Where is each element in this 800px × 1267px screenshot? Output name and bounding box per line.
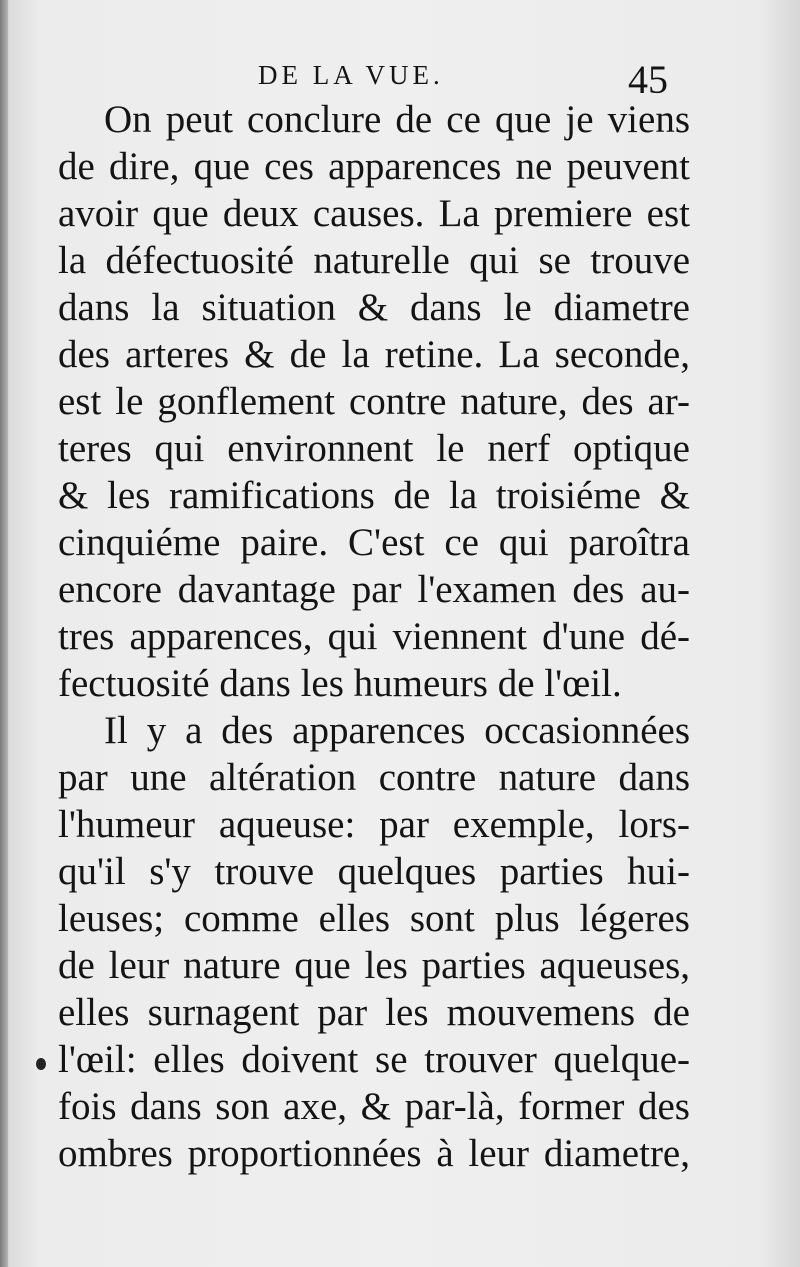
page-gutter-shadow <box>0 0 8 1267</box>
text-line: de leur nature que les parties aqueuses, <box>58 944 690 987</box>
text-line: avoir que deux causes. La premiere est <box>58 192 690 235</box>
page-number: 45 <box>628 57 668 102</box>
body-text <box>58 96 690 1177</box>
text-line: la défectuosité naturelle qui se trouve <box>58 239 690 282</box>
running-title: DE LA VUE. <box>258 60 444 90</box>
text-line: fois dans son axe, & par-là, former des <box>58 1085 690 1128</box>
text-line: On peut conclure de ce que je viens <box>104 98 690 141</box>
text-line: cinquiéme paire. C'est ce qui paroîtra <box>58 521 690 564</box>
ink-speck <box>36 1058 46 1070</box>
text-line: elles surnagent par les mouvemens de <box>58 991 690 1034</box>
text-line: tres apparences, qui viennent d'une dé- <box>58 615 690 658</box>
text-line: l'œil: elles doivent se trouver quelque- <box>58 1038 690 1081</box>
text-line: par une altération contre nature dans <box>58 756 690 799</box>
text-line: leuses; comme elles sont plus légeres <box>58 897 690 940</box>
text-line: fectuosité dans les humeurs de l'œil. <box>58 662 622 705</box>
text-line: est le gonflement contre nature, des ar- <box>58 380 690 423</box>
text-line: ombres proportionnées à leur diametre, <box>58 1132 690 1175</box>
text-line: Il y a des apparences occasionnées <box>104 709 690 752</box>
text-line: l'humeur aqueuse: par exemple, lors- <box>58 803 690 846</box>
text-line: qu'il s'y trouve quelques parties hui- <box>58 850 690 893</box>
text-line: teres qui environnent le nerf optique <box>58 427 690 470</box>
text-line: dans la situation & dans le diametre <box>58 286 690 329</box>
page-header <box>0 57 800 102</box>
text-line: des arteres & de la retine. La seconde, <box>58 333 690 376</box>
text-line: & les ramifications de la troisiéme & <box>58 474 690 517</box>
text-line: de dire, que ces apparences ne peuvent <box>58 145 690 188</box>
text-line: encore davantage par l'examen des au- <box>58 568 690 611</box>
